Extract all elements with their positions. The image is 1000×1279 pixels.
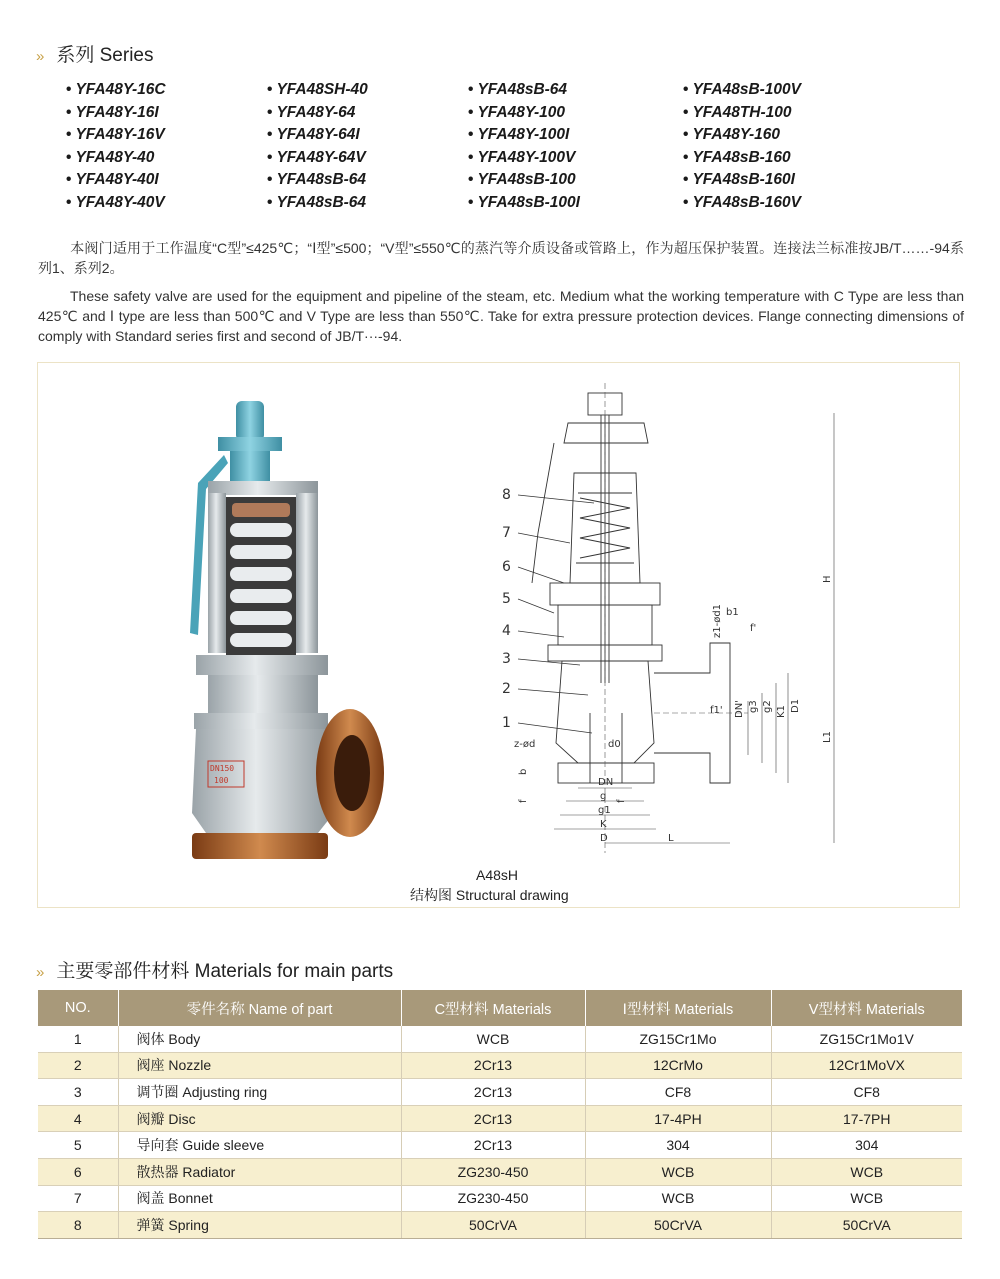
series-item: • YFA48Y-100 <box>468 103 566 121</box>
table-row <box>38 1079 962 1106</box>
col-header-part-name: 零件名称 Name of part <box>118 990 401 1026</box>
table-row <box>38 1132 962 1159</box>
cell-part-name: 阀瓣 Disc <box>118 1105 401 1132</box>
series-item: • YFA48SH-40 <box>267 81 368 98</box>
series-item: • YFA48Y-40 <box>66 148 155 166</box>
series-item: • YFA48sB-64 <box>267 193 367 211</box>
cell-part-name: 弹簧 Spring <box>118 1212 401 1239</box>
cell-c-material: ZG230-450 <box>401 1185 585 1212</box>
table-header-row <box>38 990 962 1026</box>
dim-label: K1 <box>776 705 787 718</box>
dim-label: f <box>616 799 627 803</box>
dim-label: DN <box>598 777 614 788</box>
cell-part-name: 导向套 Guide sleeve <box>118 1132 401 1159</box>
part-number-label: 4 <box>502 623 511 639</box>
figure-model-caption: A48sH <box>476 867 519 883</box>
dim-label: z-ød <box>514 739 536 750</box>
series-section-title <box>36 40 153 67</box>
dim-label: H <box>822 575 833 583</box>
col-header-no: NO. <box>38 990 118 1026</box>
series-item: • YFA48sB-100V <box>683 81 801 98</box>
dim-label: f1' <box>710 705 723 716</box>
structural-drawing <box>458 383 838 853</box>
series-column-2 <box>267 81 368 217</box>
dim-label: f' <box>750 623 757 634</box>
series-item: • YFA48sB-160I <box>683 171 795 189</box>
part-number-label: 7 <box>502 525 511 541</box>
col-header-i-type: Ⅰ型材料 Materials <box>585 990 771 1026</box>
cell-c-material: 2Cr13 <box>401 1132 585 1159</box>
cell-part-name: 阀体 Body <box>118 1026 401 1052</box>
series-item: • YFA48Y-16C <box>66 81 166 98</box>
dim-label: DN' <box>734 700 745 718</box>
cell-no: 3 <box>38 1079 118 1106</box>
dim-label: g1 <box>598 805 611 816</box>
valve-photo <box>188 393 388 863</box>
cell-part-name: 阀座 Nozzle <box>118 1052 401 1079</box>
series-item: • YFA48Y-40V <box>66 193 165 211</box>
series-item: • YFA48sB-64 <box>468 81 568 98</box>
series-item: • YFA48Y-64V <box>267 148 366 166</box>
table-row <box>38 1105 962 1132</box>
dim-label: z1-ød1 <box>712 603 723 638</box>
cell-v-material: 12Cr1MoVX <box>771 1052 962 1079</box>
dim-label: K <box>600 819 607 830</box>
cell-i-material: CF8 <box>585 1079 771 1106</box>
cell-c-material: 2Cr13 <box>401 1105 585 1132</box>
cell-no: 1 <box>38 1026 118 1052</box>
cell-c-material: ZG230-450 <box>401 1158 585 1185</box>
series-item: • YFA48Y-160 <box>683 126 781 144</box>
chevron-double-right-icon: » <box>36 964 43 981</box>
cell-v-material: WCB <box>771 1185 962 1212</box>
cell-c-material: WCB <box>401 1026 585 1052</box>
table-row <box>38 1158 962 1185</box>
series-item: • YFA48Y-64I <box>267 126 360 144</box>
dim-label: g3 <box>748 700 759 713</box>
cell-no: 4 <box>38 1105 118 1132</box>
part-number-label: 8 <box>502 487 511 503</box>
series-item: • YFA48Y-100V <box>468 148 576 166</box>
cell-v-material: 304 <box>771 1132 962 1159</box>
part-number-label: 6 <box>502 559 511 575</box>
part-number-label: 5 <box>502 591 511 607</box>
cell-part-name: 阀盖 Bonnet <box>118 1185 401 1212</box>
dim-label: f <box>518 799 529 803</box>
series-column-3 <box>468 81 580 217</box>
cell-i-material: WCB <box>585 1158 771 1185</box>
series-title-text: 系列 Series <box>56 45 154 66</box>
dim-label: L <box>668 833 674 844</box>
cell-v-material: 17-7PH <box>771 1105 962 1132</box>
cell-v-material: CF8 <box>771 1079 962 1106</box>
dim-label: D1 <box>790 698 801 713</box>
cell-i-material: 304 <box>585 1132 771 1159</box>
cell-i-material: ZG15Cr1Mo <box>585 1026 771 1052</box>
cell-i-material: 12CrMo <box>585 1052 771 1079</box>
cell-no: 6 <box>38 1158 118 1185</box>
part-number-label: 2 <box>502 681 511 697</box>
dim-label: b1 <box>726 607 739 618</box>
materials-section-title <box>36 956 393 983</box>
cell-part-name: 调节圈 Adjusting ring <box>118 1079 401 1106</box>
col-header-v-type: V型材料 Materials <box>771 990 962 1026</box>
series-item: • YFA48sB-160V <box>683 193 801 211</box>
cell-i-material: WCB <box>585 1185 771 1212</box>
materials-table <box>38 990 962 1239</box>
dim-label: L1 <box>822 731 833 743</box>
cell-c-material: 2Cr13 <box>401 1079 585 1106</box>
series-item: • YFA48sB-64 <box>267 171 367 189</box>
col-header-c-type: C型材料 Materials <box>401 990 585 1026</box>
cell-i-material: 17-4PH <box>585 1105 771 1132</box>
cell-no: 8 <box>38 1212 118 1239</box>
series-item: • YFA48Y-40I <box>66 171 159 189</box>
series-item: • YFA48TH-100 <box>683 103 792 121</box>
series-item: • YFA48Y-64 <box>267 103 356 121</box>
dim-label: b <box>518 768 529 775</box>
table-row <box>38 1052 962 1079</box>
nameplate-dn: DN150 <box>210 764 235 773</box>
cell-no: 2 <box>38 1052 118 1079</box>
dim-label: D <box>600 833 608 844</box>
dim-label: g2 <box>762 700 773 713</box>
dim-label: g <box>600 791 607 802</box>
cell-i-material: 50CrVA <box>585 1212 771 1239</box>
cell-no: 7 <box>38 1185 118 1212</box>
dim-label: d0 <box>608 739 621 750</box>
series-item: • YFA48Y-16I <box>66 103 159 121</box>
series-item: • YFA48sB-100 <box>468 171 576 189</box>
nameplate-pn: 100 <box>214 776 229 785</box>
cell-v-material: WCB <box>771 1158 962 1185</box>
description-english: These safety valve are used for the equipment and pipeline of the steam, etc. Medium what the working temperature with C Type are less than 425℃ and Ⅰ type are less than 500℃ and V Type are less than 550℃. Take for extra pressure protection devices. Flange connecting dimensions of comply with Standard series first and second of JB/T···-94. <box>38 288 964 344</box>
cell-v-material: 50CrVA <box>771 1212 962 1239</box>
part-number-label: 1 <box>502 715 511 731</box>
table-row <box>38 1185 962 1212</box>
table-row <box>38 1212 962 1239</box>
table-row <box>38 1026 962 1052</box>
figure-panel <box>37 362 960 908</box>
cell-part-name: 散热器 Radiator <box>118 1158 401 1185</box>
cell-no: 5 <box>38 1132 118 1159</box>
cell-v-material: ZG15Cr1Mo1V <box>771 1026 962 1052</box>
chevron-double-right-icon: » <box>36 48 43 65</box>
materials-title-text: 主要零部件材料 Materials for main parts <box>56 961 394 982</box>
series-item: • YFA48Y-100I <box>468 126 570 144</box>
series-column-1 <box>66 81 166 217</box>
series-column-4 <box>683 81 801 217</box>
series-item: • YFA48sB-160 <box>683 148 791 166</box>
cell-c-material: 50CrVA <box>401 1212 585 1239</box>
cell-c-material: 2Cr13 <box>401 1052 585 1079</box>
description-chinese: 本阀门适用于工作温度“C型”≤425℃；“Ⅰ型”≤500；“V型”≤550℃的蒸汽等介质设备或管路上，作为超压保护装置。连接法兰标准按JB/T……-94系列1、系列2。 <box>38 240 964 276</box>
series-item: • YFA48Y-16V <box>66 126 165 144</box>
part-number-label: 3 <box>502 651 511 667</box>
figure-caption: 结构图 Structural drawing <box>410 887 569 903</box>
series-item: • YFA48sB-100I <box>468 193 580 211</box>
